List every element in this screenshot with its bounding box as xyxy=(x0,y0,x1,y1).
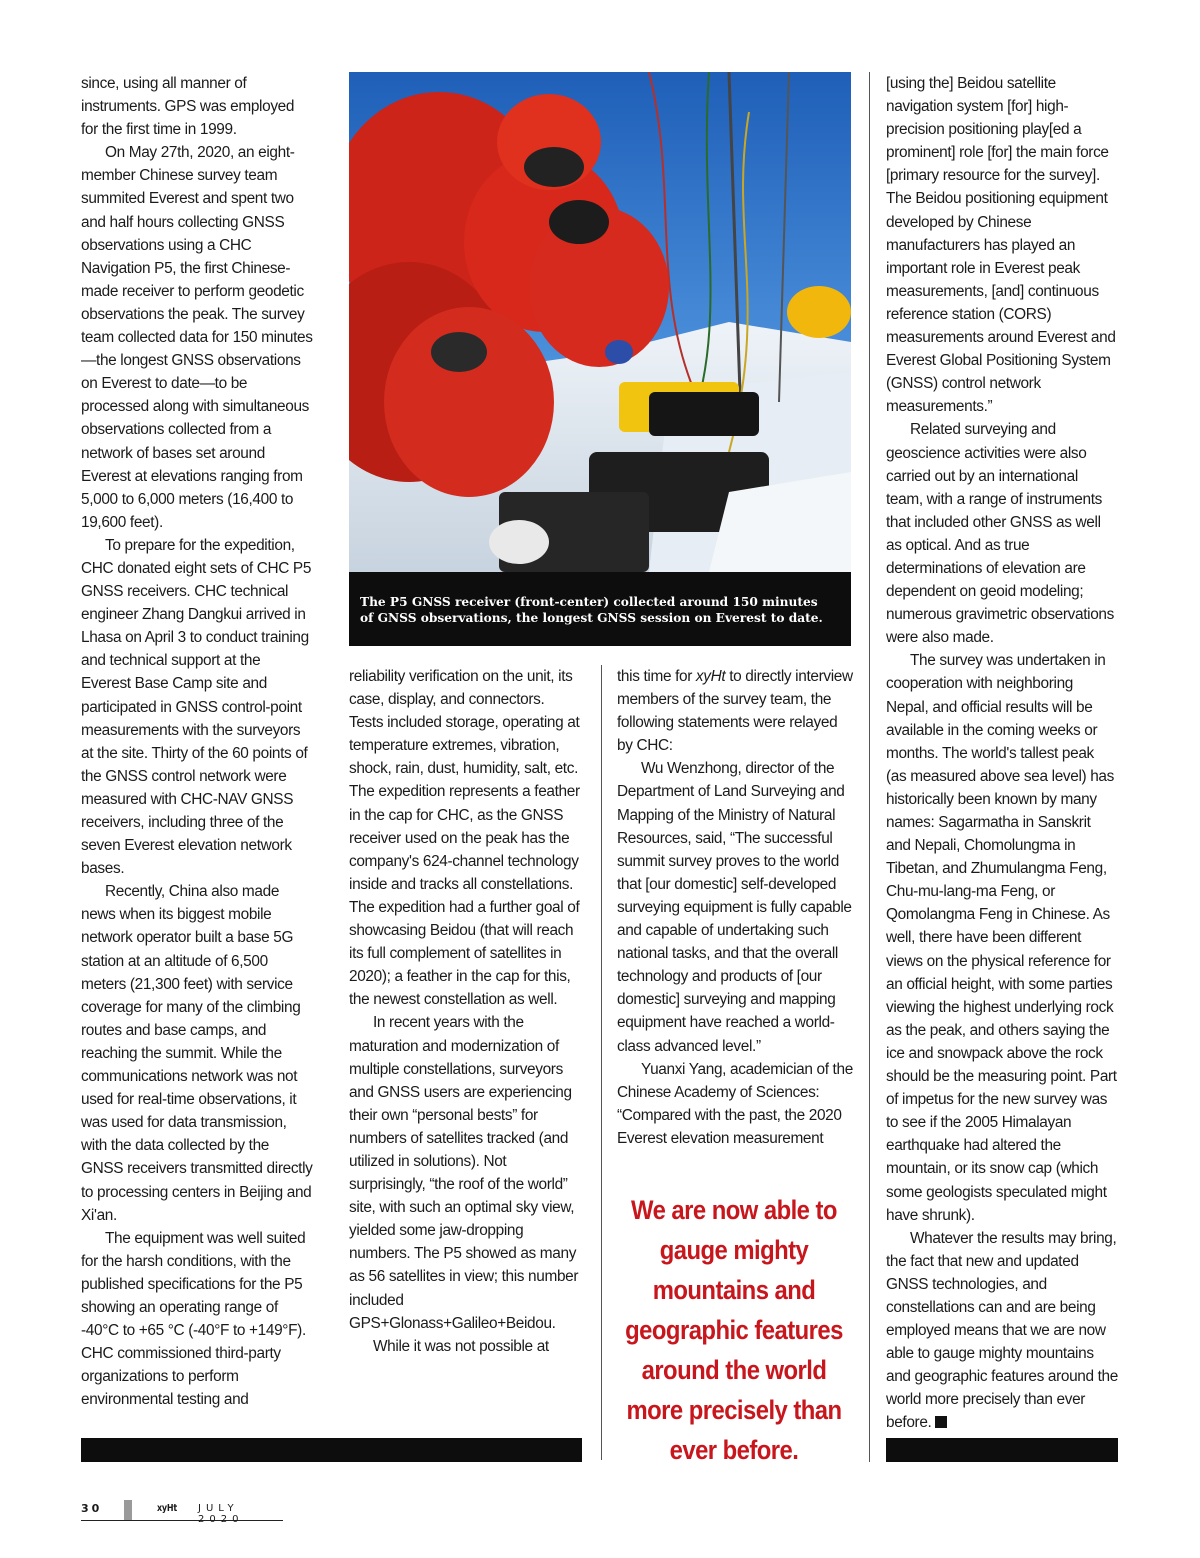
paragraph: reliability verification on the unit, its case, display, and connectors. Tests included storage, operating at temperature extremes, vibration, shock, rain, dust, humidity, salt, etc. The expedition represents a feather in the cap for CHC, as the GNSS receiver used on the peak has the company's 624-channel technology inside and tracks all constellations. The expedition had a further goal of showcasing Beidou (that will reach its full complement of satellites in 2020); a feather in the cap for this, the newest constellation as well. xyxy=(349,668,580,1009)
magazine-name: xyHt xyxy=(695,668,726,685)
page-number: 30 xyxy=(81,1502,103,1515)
paragraph: [using the] Beidou satellite navigation system [for] high-precision positioning play[ed a prominent] role [for] the main force [primary resource for the survey]. The Beidou positioning equipment developed by Chinese manufacturers has played an important role in Everest peak measurements, [and] continuous reference station (CORS) measurements around Everest and Everest Global Positioning System (GNSS) control network measurements.” xyxy=(886,75,1116,416)
paragraph: To prepare for the expedition, CHC donated eight sets of CHC P5 GNSS receivers. CHC technical engineer Zhang Dangkui arrived in Lhasa on April 3 to conduct training and technical support at the Everest Base Camp site and participated in GNSS control-point measurements with the surveyors at the site. Thirty of the 60 points of the GNSS control network were measured with CHC-NAV GNSS receivers, including three of the seven Everest elevation network bases. xyxy=(81,536,312,878)
caption-line: of GNSS observations, the longest GNSS session on Everest to date. xyxy=(360,610,823,625)
issue-date: JULY 2020 xyxy=(198,1503,244,1525)
column-divider xyxy=(601,665,602,1460)
page-footer xyxy=(81,1500,283,1525)
photo-caption xyxy=(349,572,851,646)
article-column-1 xyxy=(81,72,313,1411)
end-mark-icon xyxy=(935,1416,947,1428)
paragraph: since, using all manner of instruments. GPS was employed for the first time in 1999. xyxy=(81,75,295,139)
text-run: to directly interview members of the survey team, the following statements were relayed by CHC: xyxy=(617,668,853,755)
expedition-photo xyxy=(349,72,851,572)
text-run: Whatever the results may bring, the fact that new and updated GNSS technologies, and constellations can and are being employed means that we are now able to gauge mighty mountains and geographic features around the world more precisely than ever before. xyxy=(886,1229,1118,1432)
paragraph: Yuanxi Yang, academician of the Chinese Academy of Sciences: “Compared with the past, the 2020 Everest elevation measurement xyxy=(617,1060,853,1147)
paragraph: On May 27th, 2020, an eight-member Chinese survey team summited Everest and spent two and half hours collecting GNSS observations using a CHC Navigation P5, the first Chinese-made receiver to perform geodetic observations the peak. The survey team collected data for 150 minutes—the longest GNSS observations on Everest to date—to be processed along with simultaneous observations collected from a network of bases set around Everest at elevations ranging from 5,000 to 6,000 meters (16,400 to 19,600 feet). xyxy=(81,144,313,531)
paragraph: Related surveying and geoscience activities were also carried out by an international team, with a range of instruments that included other GNSS as well as optical. And as true determinations of elevation are dependent on geoid modeling; numerous gravimetric observations were also made. xyxy=(886,421,1114,647)
paragraph: In recent years with the maturation and modernization of multiple constellations, surveyors and GNSS users are experiencing their own “personal bests” for numbers of satellites tracked (and utilized in solutions). Not surprisingly, “the roof of the world” site, with such an optimal sky view, yielded some jaw-dropping numbers. The P5 showed as many as 56 satellites in view; this number included GPS+Glonass+Galileo+Beidou. xyxy=(349,1014,579,1332)
caption-line: The P5 GNSS receiver (front-center) collected around 150 minutes xyxy=(360,595,818,609)
paragraph: While it was not possible at xyxy=(373,1337,549,1355)
paragraph xyxy=(617,665,853,757)
paragraph: Wu Wenzhong, director of the Department of Land Surveying and Mapping of the Ministry of Natural Resources, said, “The successful summit survey proves to the world that [our domestic] self-developed surveying equipment is fully capable and capable of undertaking such national tasks, and that the overall technology and products of [our domestic] surveying and mapping equipment have reached a world-class advanced level.” xyxy=(617,760,852,1055)
paragraph: The equipment was well suited for the harsh conditions, with the published specifications for the P5 showing an operating range of -40°C to +65 °C (-40°F to +149°F). CHC commissioned third-party organizations to perform environmental testing and xyxy=(81,1229,306,1409)
text-run: this time for xyxy=(617,668,696,685)
article-column-2 xyxy=(349,665,582,1358)
pull-quote: We are now able to gauge mighty mountains and geographic features around the world more precisely than ever before. xyxy=(625,1195,843,1465)
magazine-name: xyHt xyxy=(157,1503,177,1514)
bottom-bar xyxy=(886,1438,1118,1462)
article-column-4 xyxy=(886,72,1118,1435)
article-column-3 xyxy=(617,665,853,1150)
paragraph: The survey was undertaken in cooperation with neighboring Nepal, and official results will be available in the coming weeks or months. The world's tallest peak (as measured above sea level) has historically been known by many names: Sagarmatha in Sanskrit and Nepali, Chomolungma in Tibetan, and Zhumulangma Feng, Chu-mu-lang-ma Feng, or Qomolangma Feng in Chinese. As well, there have been different views on the physical reference for an official height, with some parties viewing the highest underlying rock as the peak, and others saying the ice and snowpack above the rock should be the measuring point. Part of impetus for the new survey was to see if the 2005 Himalayan earthquake had altered the mountain, or its snow cap (which some geologists speculated might have shrunk). xyxy=(886,652,1117,1224)
bottom-bar xyxy=(81,1438,582,1462)
paragraph: Recently, China also made news when its biggest mobile network operator built a base 5G station at an altitude of 6,500 meters (21,300 feet) with service coverage for many of the climbing routes and base camps, and reaching the summit. While the communications network was not used for real-time observations, it was used for data transmission, with the data collected by the GNSS receivers transmitted directly to processing centers in Beijing and Xi'an. xyxy=(81,883,313,1224)
paragraph xyxy=(886,1227,1118,1435)
folio-block xyxy=(124,1500,132,1520)
column-divider xyxy=(869,72,870,1462)
